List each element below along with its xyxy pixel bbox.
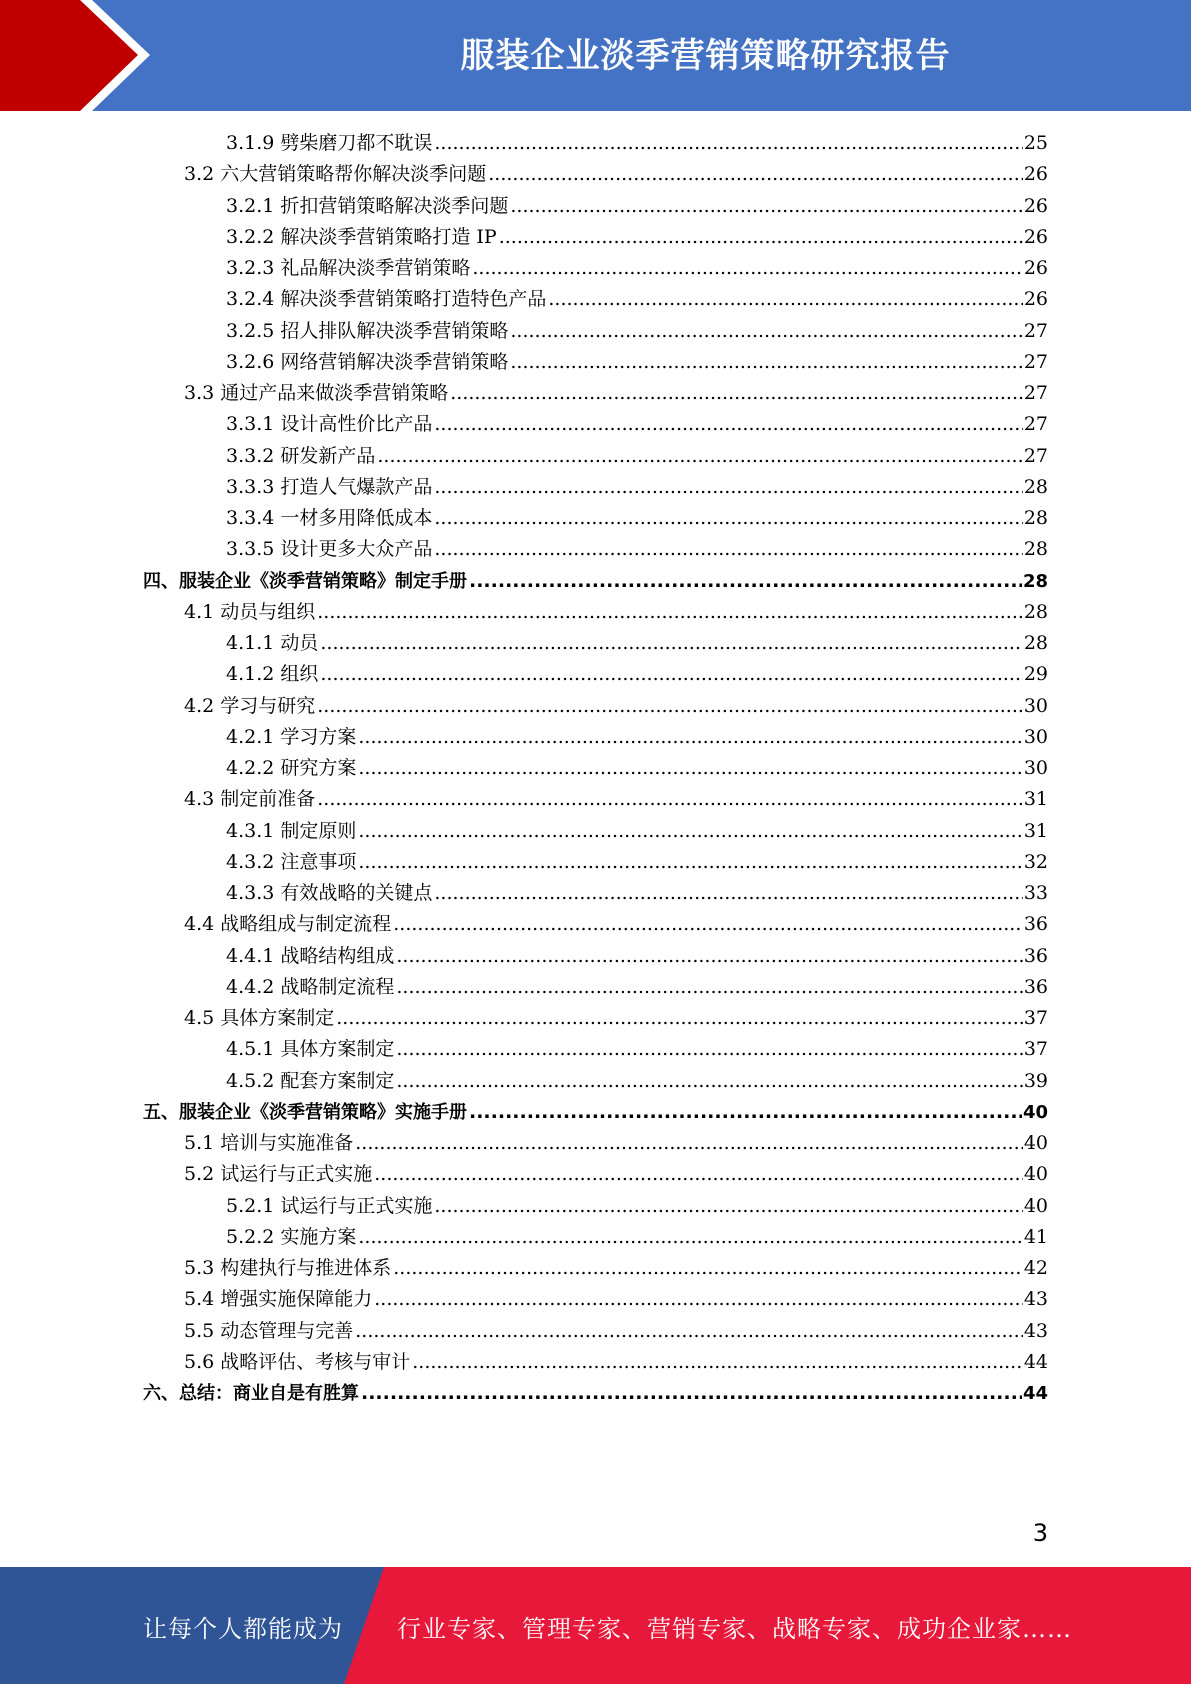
toc-entry[interactable] [226, 816, 1048, 847]
toc-entry[interactable] [184, 159, 1048, 190]
toc-entry-title: 4.5.1 具体方案制定 [226, 1038, 395, 1060]
toc-leader-dots [499, 222, 1023, 253]
toc-entry-page: 27 [1023, 413, 1048, 435]
toc-entry-title: 3.3.2 研发新产品 [226, 445, 376, 467]
toc-entry-title: 3.2.6 网络营销解决淡季营销策略 [226, 351, 509, 373]
toc-leader-dots [355, 1128, 1023, 1159]
toc-entry[interactable] [184, 691, 1048, 722]
toc-entry-page: 27 [1023, 351, 1048, 373]
toc-entry[interactable] [226, 191, 1048, 222]
toc-entry-page: 29 [1023, 663, 1048, 685]
toc-entry[interactable] [226, 222, 1048, 253]
toc-entry-title: 六、总结：商业自是有胜算 [143, 1383, 359, 1404]
toc-entry-page: 39 [1023, 1070, 1048, 1092]
toc-leader-dots [434, 1191, 1022, 1222]
toc-entry-title: 4.2 学习与研究 [184, 695, 316, 717]
toc-entry-page: 27 [1023, 445, 1048, 467]
toc-entry-title: 3.2.4 解决淡季营销策略打造特色产品 [226, 288, 547, 310]
toc-entry-title: 4.3.1 制定原则 [226, 820, 357, 842]
toc-entry[interactable] [226, 1191, 1048, 1222]
toc-entry[interactable] [226, 128, 1048, 159]
toc-entry-title: 4.1 动员与组织 [184, 601, 316, 623]
toc-entry-title: 4.3 制定前准备 [184, 788, 316, 810]
toc-entry-title: 3.2.3 礼品解决淡季营销策略 [226, 257, 471, 279]
toc-entry-title: 四、服装企业《淡季营销策略》制定手册 [143, 571, 467, 592]
toc-entry[interactable] [226, 347, 1048, 378]
toc-entry-title: 5.4 增强实施保障能力 [184, 1288, 373, 1310]
toc-entry-page: 31 [1023, 788, 1048, 810]
toc-entry-page: 26 [1023, 163, 1048, 185]
toc-entry-page: 26 [1023, 195, 1048, 217]
toc-entry-title: 3.3.3 打造人气爆款产品 [226, 476, 433, 498]
toc-entry[interactable] [226, 753, 1048, 784]
toc-entry-title: 4.4.2 战略制定流程 [226, 976, 395, 998]
toc-leader-dots [434, 409, 1022, 440]
toc-entry[interactable] [184, 1316, 1048, 1347]
toc-entry-page: 33 [1023, 882, 1048, 904]
toc-entry[interactable] [184, 909, 1048, 940]
toc-entry-page: 43 [1023, 1288, 1048, 1310]
toc-leader-dots [377, 441, 1022, 472]
toc-entry-page: 27 [1023, 382, 1048, 404]
toc-entry-page: 31 [1023, 820, 1048, 842]
toc-leader-dots [393, 1253, 1023, 1284]
toc-leader-dots [396, 972, 1022, 1003]
toc-entry-title: 4.2.1 学习方案 [226, 726, 357, 748]
toc-entry[interactable] [226, 1066, 1048, 1097]
toc-entry-page: 40 [1023, 1195, 1048, 1217]
toc-leader-dots [469, 566, 1022, 597]
toc-entry-page: 30 [1023, 726, 1048, 748]
toc-leader-dots [510, 316, 1022, 347]
toc-entry-title: 5.3 构建执行与推进体系 [184, 1257, 392, 1279]
toc-entry-title: 5.2 试运行与正式实施 [184, 1163, 373, 1185]
toc-entry-title: 3.3 通过产品来做淡季营销策略 [184, 382, 449, 404]
toc-entry[interactable] [184, 784, 1048, 815]
toc-entry-title: 4.3.3 有效战略的关键点 [226, 882, 433, 904]
toc-leader-dots [434, 472, 1022, 503]
toc-entry-page: 25 [1023, 132, 1048, 154]
toc-leader-dots [374, 1284, 1023, 1315]
toc-entry-title: 3.3.4 一材多用降低成本 [226, 507, 433, 529]
toc-entry-title: 5.1 培训与实施准备 [184, 1132, 354, 1154]
toc-entry-title: 4.1.1 动员 [226, 632, 319, 654]
header-banner [0, 0, 1191, 111]
toc-entry[interactable] [143, 566, 1048, 597]
toc-entry-title: 5.5 动态管理与完善 [184, 1320, 354, 1342]
toc-entry-title: 5.2.1 试运行与正式实施 [226, 1195, 433, 1217]
toc-entry-page: 26 [1023, 226, 1048, 248]
toc-entry-page: 27 [1023, 320, 1048, 342]
footer-roles: 行业专家、管理专家、营销专家、战略专家、成功企业家…… [397, 1615, 1072, 1643]
toc-entry-page: 28 [1023, 476, 1048, 498]
toc-entry-page: 26 [1023, 288, 1048, 310]
toc-leader-dots [510, 191, 1022, 222]
toc-leader-dots [317, 784, 1023, 815]
toc-leader-dots [488, 159, 1023, 190]
toc-leader-dots [434, 503, 1022, 534]
toc-entry[interactable] [184, 1253, 1048, 1284]
document-title: 服装企业淡季营销策略研究报告 [460, 36, 951, 76]
toc-leader-dots [472, 253, 1022, 284]
toc-leader-dots [355, 1316, 1023, 1347]
toc-leader-dots [548, 284, 1022, 315]
toc-entry-page: 36 [1023, 976, 1048, 998]
toc-entry[interactable] [226, 284, 1048, 315]
toc-leader-dots [320, 628, 1022, 659]
toc-entry[interactable] [226, 472, 1048, 503]
toc-entry[interactable] [226, 503, 1048, 534]
toc-entry-page: 32 [1023, 851, 1048, 873]
toc-entry[interactable] [184, 1347, 1048, 1378]
toc-entry[interactable] [226, 878, 1048, 909]
toc-entry-page: 37 [1023, 1007, 1048, 1029]
toc-entry-title: 4.5.2 配套方案制定 [226, 1070, 395, 1092]
toc-entry-page: 26 [1023, 257, 1048, 279]
toc-entry[interactable] [226, 534, 1048, 565]
toc-entry-page: 41 [1023, 1226, 1048, 1248]
toc-leader-dots [450, 378, 1023, 409]
toc-entry[interactable] [143, 1378, 1048, 1409]
toc-leader-dots [412, 1347, 1023, 1378]
toc-leader-dots [396, 941, 1022, 972]
toc-entry-page: 42 [1023, 1257, 1048, 1279]
toc-leader-dots [358, 847, 1022, 878]
toc-entry-title: 3.2.2 解决淡季营销策略打造 IP [226, 226, 497, 248]
toc-entry[interactable] [184, 1128, 1048, 1159]
toc-entry-page: 37 [1023, 1038, 1048, 1060]
toc-entry[interactable] [226, 441, 1048, 472]
toc-entry-title: 4.4 战略组成与制定流程 [184, 913, 392, 935]
toc-leader-dots [396, 1066, 1022, 1097]
toc-leader-dots [317, 691, 1023, 722]
toc-entry-title: 3.2.1 折扣营销策略解决淡季问题 [226, 195, 509, 217]
toc-entry-title: 5.6 战略评估、考核与审计 [184, 1351, 411, 1373]
toc-entry[interactable] [226, 659, 1048, 690]
toc-leader-dots [510, 347, 1022, 378]
toc-entry[interactable] [184, 1159, 1048, 1190]
footer-slogan: 让每个人都能成为 [143, 1615, 343, 1643]
toc-leader-dots [434, 128, 1022, 159]
toc-leader-dots [374, 1159, 1023, 1190]
toc-entry-page: 28 [1023, 507, 1048, 529]
toc-entry-title: 4.2.2 研究方案 [226, 757, 357, 779]
toc-entry-title: 3.2 六大营销策略帮你解决淡季问题 [184, 163, 487, 185]
toc-entry-title: 4.5 具体方案制定 [184, 1007, 335, 1029]
toc-entry-title: 3.2.5 招人排队解决淡季营销策略 [226, 320, 509, 342]
toc-leader-dots [317, 597, 1023, 628]
toc-entry[interactable] [184, 1003, 1048, 1034]
toc-leader-dots [396, 1034, 1022, 1065]
toc-entry[interactable] [226, 409, 1048, 440]
toc-entry[interactable] [226, 628, 1048, 659]
toc-entry[interactable] [184, 1284, 1048, 1315]
toc-entry-page: 28 [1023, 538, 1048, 560]
toc-entry[interactable] [226, 1222, 1048, 1253]
toc-entry-page: 44 [1022, 1383, 1048, 1404]
toc-entry-page: 40 [1023, 1132, 1048, 1154]
toc-entry-page: 30 [1023, 757, 1048, 779]
toc-entry-title: 4.4.1 战略结构组成 [226, 945, 395, 967]
toc-leader-dots [336, 1003, 1023, 1034]
toc-leader-dots [358, 816, 1022, 847]
toc-entry[interactable] [226, 941, 1048, 972]
toc-entry-title: 5.2.2 实施方案 [226, 1226, 357, 1248]
toc-entry-title: 3.3.1 设计高性价比产品 [226, 413, 433, 435]
toc-entry-page: 36 [1023, 913, 1048, 935]
toc-entry-page: 28 [1023, 632, 1048, 654]
toc-entry-page: 40 [1023, 1163, 1048, 1185]
toc-entry[interactable] [226, 722, 1048, 753]
toc-entry-page: 28 [1023, 601, 1048, 623]
toc-leader-dots [393, 909, 1023, 940]
toc-entry[interactable] [226, 316, 1048, 347]
toc-entry[interactable] [226, 972, 1048, 1003]
toc-entry[interactable] [226, 1034, 1048, 1065]
toc-leader-dots [358, 1222, 1022, 1253]
toc-entry-page: 28 [1022, 571, 1048, 592]
toc-entry[interactable] [184, 597, 1048, 628]
toc-entry-title: 3.3.5 设计更多大众产品 [226, 538, 433, 560]
toc-leader-dots [434, 878, 1022, 909]
toc-entry[interactable] [226, 253, 1048, 284]
toc-entry-title: 4.3.2 注意事项 [226, 851, 357, 873]
toc-entry-page: 30 [1023, 695, 1048, 717]
toc-entry-page: 36 [1023, 945, 1048, 967]
toc-leader-dots [320, 659, 1022, 690]
toc-leader-dots [358, 753, 1022, 784]
toc-leader-dots [434, 534, 1022, 565]
toc-entry-page: 44 [1023, 1351, 1048, 1373]
toc-entry-title: 3.1.9 劈柴磨刀都不耽误 [226, 132, 433, 154]
page-number: 3 [1032, 1519, 1048, 1547]
footer-banner [0, 1567, 1191, 1684]
toc-entry[interactable] [226, 847, 1048, 878]
toc-entry-title: 五、服装企业《淡季营销策略》实施手册 [143, 1102, 467, 1123]
toc-entry-page: 40 [1022, 1102, 1048, 1123]
toc-entry-page: 43 [1023, 1320, 1048, 1342]
toc-leader-dots [361, 1378, 1022, 1409]
toc-entry-title: 4.1.2 组织 [226, 663, 319, 685]
toc-entry[interactable] [184, 378, 1048, 409]
toc-leader-dots [358, 722, 1022, 753]
toc-leader-dots [469, 1097, 1022, 1128]
toc-entry[interactable] [143, 1097, 1048, 1128]
